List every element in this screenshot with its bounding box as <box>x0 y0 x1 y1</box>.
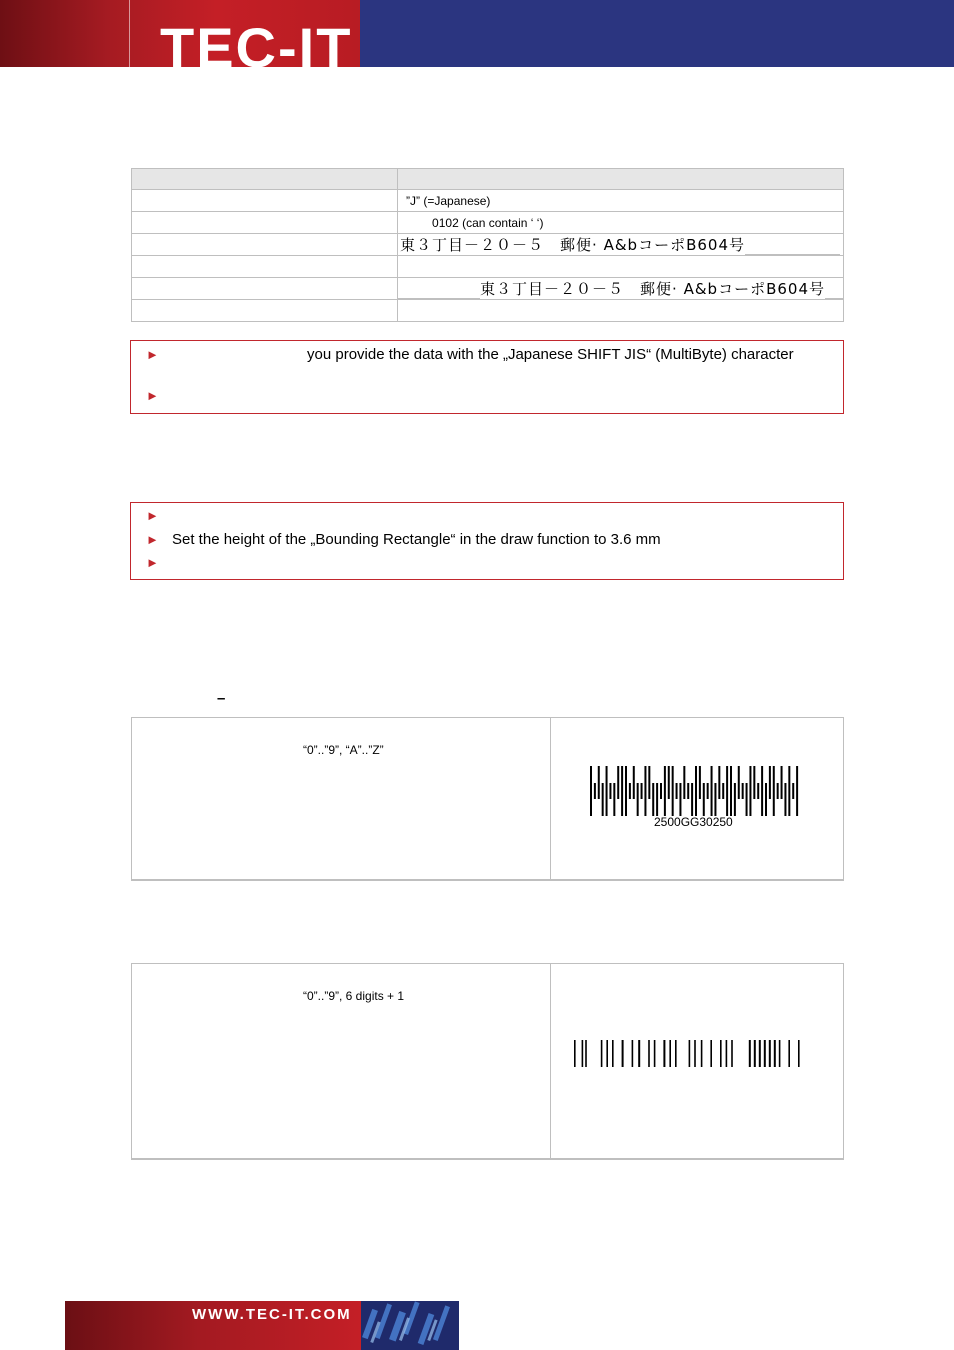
barcode-bar <box>613 783 615 816</box>
barcode-bar <box>798 1040 800 1067</box>
table-cell <box>132 300 398 322</box>
table-header-row <box>132 169 844 190</box>
barcode-bar <box>648 1040 650 1067</box>
barcode-bar <box>718 766 720 799</box>
barcode-bar <box>656 783 658 816</box>
table-cell <box>398 169 844 190</box>
barcode-bar <box>652 783 654 816</box>
table-cell: ”J” (=Japanese) <box>398 190 844 212</box>
header-red-panel <box>0 0 360 67</box>
barcode-bar <box>664 766 666 816</box>
barcode-bar <box>585 1040 587 1067</box>
page-header <box>0 0 954 67</box>
table-cell <box>132 190 398 212</box>
note-line <box>146 554 172 571</box>
barcode-bar <box>694 1040 696 1067</box>
barcode-table-japan-post <box>131 717 844 881</box>
note-box-size <box>130 502 844 580</box>
table-row <box>132 234 844 256</box>
barcode-image-japan-post <box>590 766 810 818</box>
column-divider <box>550 718 551 879</box>
barcode-bar <box>609 783 611 799</box>
barcode-bar <box>633 766 635 799</box>
table-row <box>132 190 844 212</box>
barcode-bar <box>707 783 709 799</box>
barcode-image-numeric <box>572 1040 832 1070</box>
barcode-bar <box>784 783 786 816</box>
barcode-bar <box>774 1040 776 1067</box>
barcode-bar <box>672 766 674 816</box>
japan-post-data-table <box>131 168 844 322</box>
note-text: you provide the data with the „Japanese SHIFT JIS“ (MultiByte) character <box>307 346 794 363</box>
bullet-arrow-icon: ► <box>146 388 159 403</box>
table-cell <box>132 278 398 300</box>
note-box-encoding <box>130 340 844 414</box>
barcode-bar <box>594 783 596 799</box>
barcode-bar <box>749 1040 751 1067</box>
barcode-bar <box>689 1040 691 1067</box>
barcode-bar <box>648 766 650 799</box>
table-cell <box>132 169 398 190</box>
note-text: Set the height of the „Bounding Rectangle“ in the draw function to 3.6 mm <box>172 531 661 548</box>
table-row <box>132 300 844 322</box>
barcode-bar <box>676 783 678 799</box>
barcode-bar <box>764 1040 766 1067</box>
barcode-bar <box>738 766 740 799</box>
table-row <box>132 256 844 278</box>
note-line <box>146 531 661 548</box>
barcode-bar <box>761 766 763 816</box>
note-line <box>146 507 172 524</box>
barcode-bar <box>781 766 783 799</box>
bullet-arrow-icon: ► <box>146 532 159 547</box>
table-cell <box>398 234 844 256</box>
barcode-bar <box>602 783 604 816</box>
footer-decoration-icon <box>361 1301 459 1350</box>
barcode-bar <box>699 766 701 799</box>
barcode-bar <box>629 783 631 799</box>
barcode-bar <box>598 766 600 799</box>
footer-blue-panel <box>361 1301 459 1350</box>
barcode-bar <box>711 766 713 816</box>
table-row <box>132 212 844 234</box>
barcode-bar <box>703 783 705 816</box>
bullet-arrow-icon: ► <box>146 347 159 362</box>
barcode-bar <box>714 783 716 816</box>
barcode-bar <box>590 766 592 816</box>
barcode-human-readable: 2500GG30250 <box>654 815 733 829</box>
tec-it-logo: TEC-IT <box>160 20 353 67</box>
barcode-bar <box>691 783 693 816</box>
barcode-bar <box>679 783 681 816</box>
barcode-bar <box>637 783 639 816</box>
note-line <box>146 346 794 363</box>
table-cell <box>398 256 844 278</box>
table-cell <box>132 256 398 278</box>
barcode-bar <box>773 766 775 816</box>
barcode-bar <box>621 766 623 816</box>
barcode-bar <box>668 766 670 799</box>
barcode-bar <box>731 1040 733 1067</box>
barcode-bar <box>638 1040 640 1067</box>
barcode-bar <box>788 1040 790 1067</box>
barcode-bar <box>654 1040 656 1067</box>
barcode-bar <box>769 766 771 799</box>
barcode-bar <box>777 783 779 799</box>
header-separator <box>129 0 130 67</box>
table-row <box>132 278 844 300</box>
underline <box>745 245 840 255</box>
barcode-bar <box>574 1040 576 1067</box>
barcode-bar <box>641 783 643 799</box>
table-cell <box>132 212 398 234</box>
header-blue-panel <box>360 0 954 67</box>
barcode-table-numeric <box>131 963 844 1160</box>
table-cell <box>132 234 398 256</box>
barcode-bar <box>759 1040 761 1067</box>
charset-spec: “0”..”9”, 6 digits + 1 <box>303 989 405 1003</box>
bullet-arrow-icon: ► <box>146 508 159 523</box>
barcode-bar <box>720 1040 722 1067</box>
barcode-bar <box>788 766 790 816</box>
barcode-bar <box>606 1040 608 1067</box>
barcode-bar <box>669 1040 671 1067</box>
japanese-address: 東３丁目－２０－５ 郵便· A&bコーポB604号 <box>400 236 745 254</box>
barcode-bar <box>749 766 751 816</box>
barcode-bar <box>726 1040 728 1067</box>
barcode-bar <box>695 766 697 816</box>
bullet-arrow-icon: ► <box>146 555 159 570</box>
barcode-bar <box>617 766 619 799</box>
barcode-bar <box>663 1040 665 1067</box>
page-footer <box>65 1301 459 1350</box>
barcode-bar <box>632 1040 634 1067</box>
japanese-address: 東３丁目－２０－５ 郵便· A&bコーポB604号 <box>480 280 825 298</box>
barcode-bar <box>582 1040 584 1067</box>
barcode-bar <box>730 766 732 816</box>
barcode-bar <box>757 783 759 799</box>
barcode-bar <box>625 766 627 816</box>
table-cell: 0102 (can contain ‘ ‘) <box>398 212 844 234</box>
barcode-bar <box>601 1040 603 1067</box>
charset-spec: “0”..”9”, “A”..”Z” <box>303 743 384 757</box>
barcode-bar <box>622 1040 624 1067</box>
barcode-bar <box>675 1040 677 1067</box>
underline <box>398 289 480 299</box>
barcode-bar <box>726 766 728 816</box>
barcode-bar <box>746 783 748 816</box>
barcode-bar <box>796 766 798 816</box>
column-divider <box>550 964 551 1158</box>
barcode-bar <box>734 783 736 816</box>
barcode-bar <box>779 1040 781 1067</box>
barcode-bar <box>769 1040 771 1067</box>
barcode-bar <box>753 766 755 799</box>
barcode-bar <box>742 783 744 799</box>
barcode-bar <box>687 783 689 799</box>
barcode-bar <box>710 1040 712 1067</box>
footer-url: WWW.TEC-IT.COM <box>192 1306 352 1323</box>
note-line <box>146 387 172 404</box>
underline <box>825 289 843 299</box>
barcode-bar <box>792 783 794 799</box>
barcode-bar <box>606 766 608 816</box>
table-cell <box>398 278 844 300</box>
section-dash: – <box>217 690 226 707</box>
table-cell <box>398 300 844 322</box>
barcode-bar <box>754 1040 756 1067</box>
barcode-bar <box>765 783 767 816</box>
barcode-bar <box>683 766 685 799</box>
barcode-bar <box>701 1040 703 1067</box>
barcode-bar <box>612 1040 614 1067</box>
barcode-bar <box>644 766 646 816</box>
barcode-bar <box>722 783 724 799</box>
barcode-bar <box>660 783 662 799</box>
